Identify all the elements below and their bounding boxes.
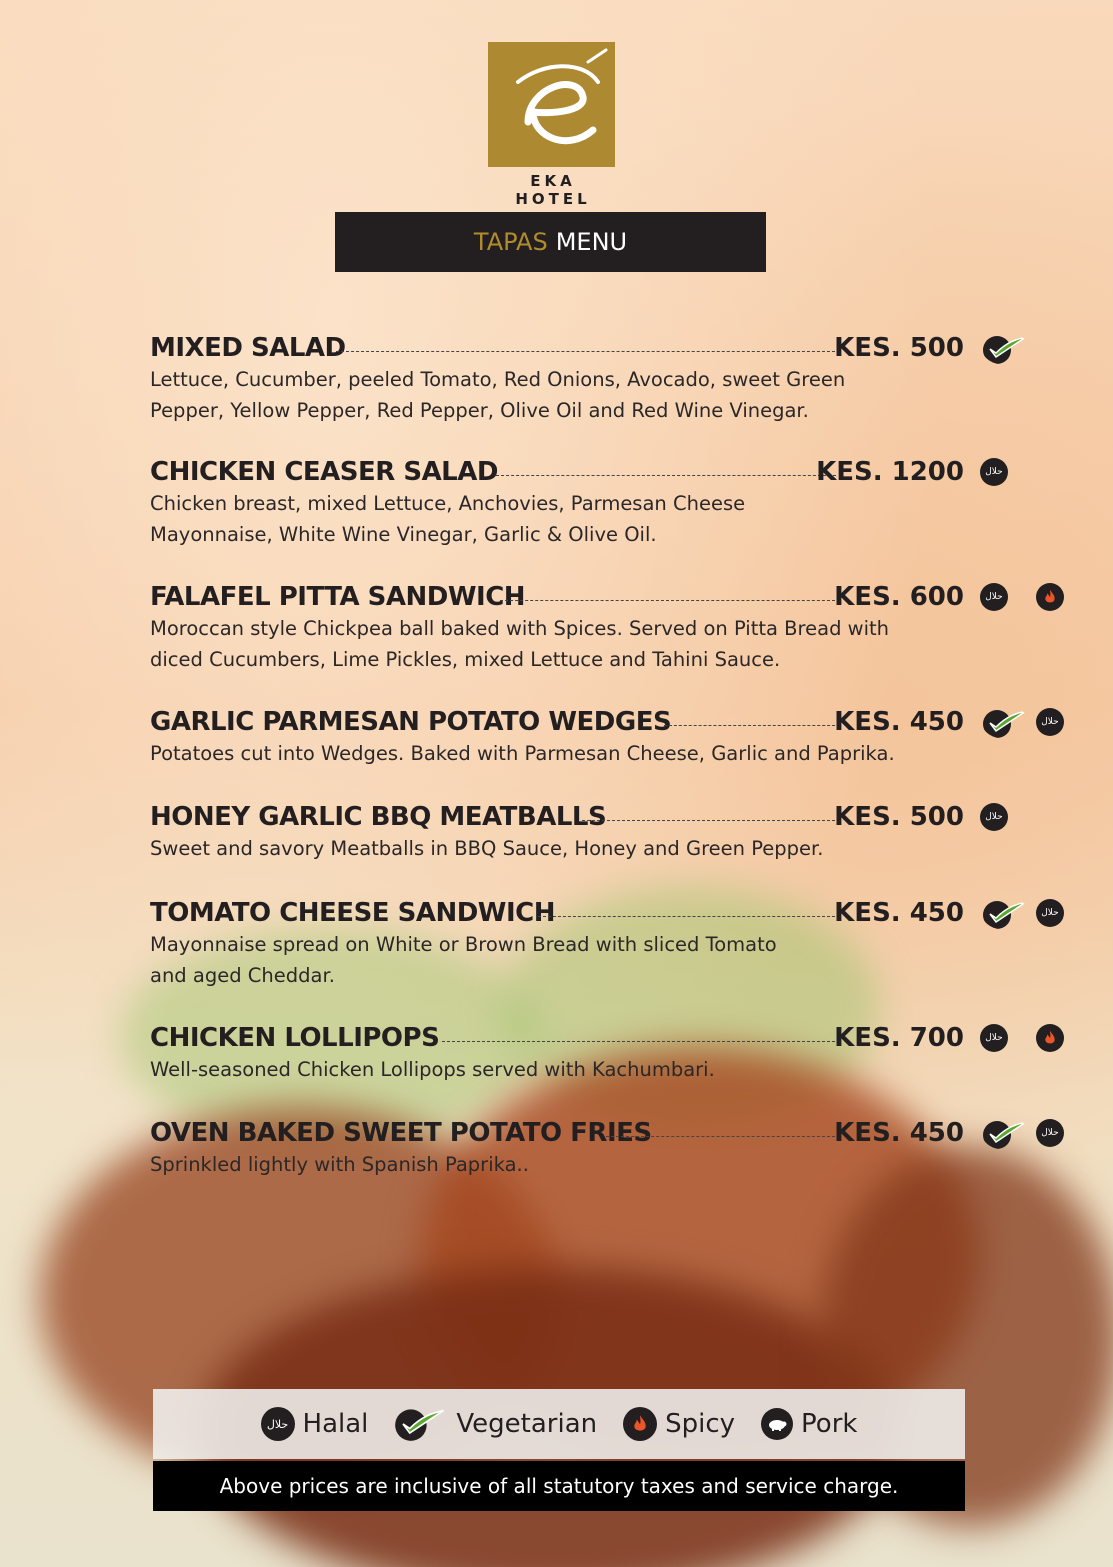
flame-icon	[623, 1407, 657, 1441]
item-description: Mayonnaise, White Wine Vinegar, Garlic & Olive Oil.	[150, 523, 657, 546]
menu-item-chicken-ceaser-salad	[150, 457, 1070, 549]
menu-item-falafel-pitta-sandwich	[150, 582, 1070, 674]
item-name: TOMATO CHEESE SANDWICH	[150, 898, 555, 928]
item-price: KES. 450	[834, 898, 964, 928]
halal-badge-icon: حلال	[1036, 708, 1064, 736]
item-description: Sweet and savory Meatballs in BBQ Sauce, Honey and Green Pepper.	[150, 837, 824, 860]
vegetarian-leaf-icon	[982, 898, 1030, 930]
legend-label: Pork	[801, 1409, 858, 1439]
halal-badge-icon: حلال	[1036, 899, 1064, 927]
item-price: KES. 600	[834, 582, 964, 612]
item-price: KES. 700	[834, 1023, 964, 1053]
item-description: Lettuce, Cucumber, peeled Tomato, Red Onions, Avocado, sweet Green	[150, 368, 846, 391]
halal-badge-icon: حلال	[980, 583, 1008, 611]
legend-pork	[761, 1408, 857, 1440]
item-price: KES. 500	[834, 333, 964, 363]
halal-badge-icon: حلال	[980, 458, 1008, 486]
item-description: Chicken breast, mixed Lettuce, Anchovies, Parmesan Cheese	[150, 492, 746, 515]
dotted-leader	[336, 351, 840, 352]
item-description: Moroccan style Chickpea ball baked with Spices. Served on Pitta Bread with	[150, 617, 890, 640]
dotted-leader	[606, 1136, 840, 1137]
logo-e-icon	[488, 42, 615, 167]
vegetarian-leaf-icon	[982, 333, 1030, 365]
dotted-leader	[496, 475, 836, 476]
brand-name: EKA HOTEL	[515, 172, 591, 208]
menu-title-accent: TAPAS	[473, 228, 548, 256]
vegetarian-leaf-icon	[982, 1118, 1030, 1150]
menu-item-garlic-parmesan-potato-wedges	[150, 707, 1070, 768]
item-description: Potatoes cut into Wedges. Baked with Parmesan Cheese, Garlic and Paprika.	[150, 742, 895, 765]
legend-halal	[261, 1407, 369, 1441]
item-description: Pepper, Yellow Pepper, Red Pepper, Olive Oil and Red Wine Vinegar.	[150, 399, 809, 422]
halal-badge-icon: حلال	[1036, 1119, 1064, 1147]
item-price: KES. 450	[834, 707, 964, 737]
item-price: KES. 450	[834, 1118, 964, 1148]
dotted-leader	[664, 725, 840, 726]
item-name: CHICKEN CEASER SALAD	[150, 457, 498, 487]
legend-spicy	[623, 1407, 735, 1441]
item-description: and aged Cheddar.	[150, 964, 335, 987]
icon-legend	[153, 1389, 965, 1459]
halal-badge-icon: حلال	[261, 1407, 295, 1441]
item-name: HONEY GARLIC BBQ MEATBALLS	[150, 802, 607, 832]
dotted-leader	[538, 916, 840, 917]
halal-badge-icon: حلال	[980, 1024, 1008, 1052]
menu-item-oven-baked-sweet-potato-fries	[150, 1118, 1070, 1179]
legend-vegetarian	[394, 1406, 597, 1442]
item-name: CHICKEN LOLLIPOPS	[150, 1023, 440, 1053]
tax-note: Above prices are inclusive of all statutory taxes and service charge.	[153, 1461, 965, 1511]
dotted-leader	[582, 820, 840, 821]
item-price: KES. 1200	[816, 457, 964, 487]
pig-icon	[761, 1408, 793, 1440]
item-name: OVEN BAKED SWEET POTATO FRIES	[150, 1118, 652, 1148]
item-name: MIXED SALAD	[150, 333, 346, 363]
legend-label: Spicy	[665, 1409, 736, 1439]
menu-item-tomato-cheese-sandwich	[150, 898, 1070, 990]
item-price: KES. 500	[834, 802, 964, 832]
menu-item-chicken-lollipops	[150, 1023, 1070, 1084]
dotted-leader	[442, 1041, 840, 1042]
legend-label: Halal	[302, 1409, 369, 1439]
menu-title-main: MENU	[555, 228, 628, 256]
menu-title-bar	[335, 212, 766, 272]
legend-label: Vegetarian	[456, 1409, 598, 1439]
vegetarian-leaf-icon	[394, 1406, 448, 1442]
item-description: Mayonnaise spread on White or Brown Bread with sliced Tomato	[150, 933, 777, 956]
item-name: FALAFEL PITTA SANDWICH	[150, 582, 526, 612]
flame-icon	[1036, 583, 1064, 611]
item-description: diced Cucumbers, Lime Pickles, mixed Lettuce and Tahini Sauce.	[150, 648, 781, 671]
item-name: GARLIC PARMESAN POTATO WEDGES	[150, 707, 672, 737]
item-description: Well-seasoned Chicken Lollipops served with Kachumbari.	[150, 1058, 715, 1081]
flame-icon	[1036, 1024, 1064, 1052]
dotted-leader	[500, 600, 840, 601]
vegetarian-leaf-icon	[982, 707, 1030, 739]
menu-item-mixed-salad	[150, 333, 1070, 425]
halal-badge-icon: حلال	[980, 803, 1008, 831]
menu-item-honey-garlic-bbq-meatballs	[150, 802, 1070, 863]
eka-logo	[488, 42, 615, 167]
item-description: Sprinkled lightly with Spanish Paprika..	[150, 1153, 529, 1176]
